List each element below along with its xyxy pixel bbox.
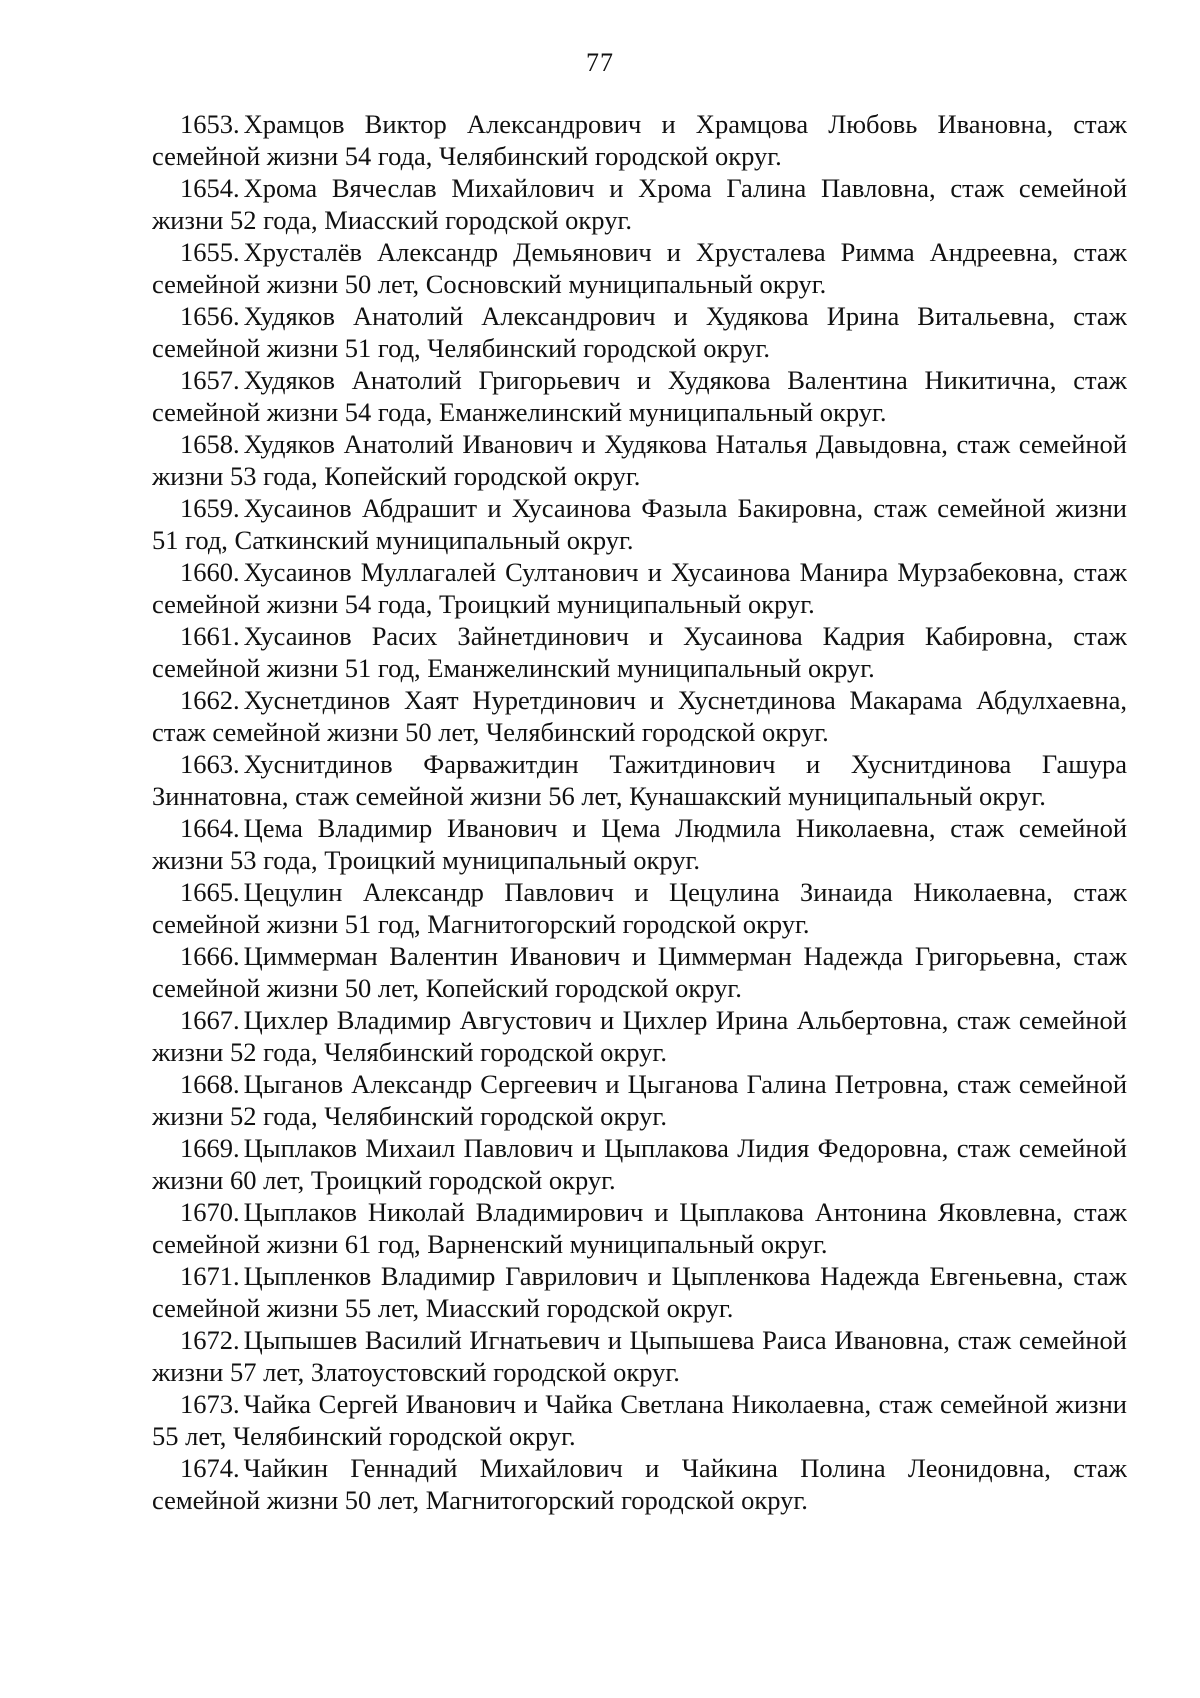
list-item	[152, 620, 1127, 684]
list-item	[152, 492, 1127, 556]
entry-number: 1673.	[180, 1389, 240, 1419]
entry-number: 1662.	[180, 685, 240, 715]
entry-number: 1674.	[180, 1453, 240, 1483]
entry-text: Худяков Анатолий Григорьевич и Худякова Валентина Никитична, стаж семейной жизни 54 года, Еманжелинский муниципальный округ.	[152, 365, 1127, 427]
list-item	[152, 748, 1127, 812]
list-item	[152, 364, 1127, 428]
entry-text: Цема Владимир Иванович и Цема Людмила Николаевна, стаж семейной жизни 53 года, Троицкий муниципальный округ.	[152, 813, 1127, 875]
list-item	[152, 300, 1127, 364]
entry-number: 1668.	[180, 1069, 240, 1099]
entry-number: 1663.	[180, 749, 240, 779]
entry-text: Хуснетдинов Хаят Нуретдинович и Хуснетдинова Макарама Абдулхаевна, стаж семейной жизни 50 лет, Челябинский городской округ.	[152, 685, 1127, 747]
entry-number: 1653.	[180, 109, 240, 139]
entry-text: Хусаинов Расих Зайнетдинович и Хусаинова Кадрия Кабировна, стаж семейной жизни 51 год, Еманжелинский муниципальный округ.	[152, 621, 1127, 683]
entry-number: 1669.	[180, 1133, 240, 1163]
entry-text: Хусаинов Абдрашит и Хусаинова Фазыла Бакировна, стаж семейной жизни 51 год, Саткинский муниципальный округ.	[152, 493, 1127, 555]
list-item	[152, 1452, 1127, 1516]
entry-text: Хрома Вячеслав Михайлович и Хрома Галина Павловна, стаж семейной жизни 52 года, Миасский городской округ.	[152, 173, 1127, 235]
list-item	[152, 1388, 1127, 1452]
list-item	[152, 428, 1127, 492]
list-item	[152, 812, 1127, 876]
list-item	[152, 1068, 1127, 1132]
entry-number: 1657.	[180, 365, 240, 395]
entry-number: 1672.	[180, 1325, 240, 1355]
entry-text: Чайкин Геннадий Михайлович и Чайкина Полина Леонидовна, стаж семейной жизни 50 лет, Магнитогорский городской округ.	[152, 1453, 1127, 1515]
entry-text: Хусаинов Муллагалей Султанович и Хусаинова Манира Мурзабековна, стаж семейной жизни 54 года, Троицкий муниципальный округ.	[152, 557, 1127, 619]
entry-text: Цихлер Владимир Августович и Цихлер Ирина Альбертовна, стаж семейной жизни 52 года, Челябинский городской округ.	[152, 1005, 1127, 1067]
entry-number: 1667.	[180, 1005, 240, 1035]
list-item	[152, 556, 1127, 620]
list-item	[152, 1132, 1127, 1196]
entry-text: Хрусталёв Александр Демьянович и Хрусталева Римма Андреевна, стаж семейной жизни 50 лет, Сосновский муниципальный округ.	[152, 237, 1127, 299]
list-item	[152, 940, 1127, 1004]
entry-text: Цыпленков Владимир Гаврилович и Цыпленкова Надежда Евгеньевна, стаж семейной жизни 55 лет, Миасский городской округ.	[152, 1261, 1127, 1323]
entry-number: 1656.	[180, 301, 240, 331]
entry-text: Цыпышев Василий Игнатьевич и Цыпышева Раиса Ивановна, стаж семейной жизни 57 лет, Златоустовский городской округ.	[152, 1325, 1127, 1387]
entry-text: Циммерман Валентин Иванович и Циммерман Надежда Григорьевна, стаж семейной жизни 50 лет, Копейский городской округ.	[152, 941, 1127, 1003]
list-item	[152, 876, 1127, 940]
entry-number: 1660.	[180, 557, 240, 587]
entry-text: Цецулин Александр Павлович и Цецулина Зинаида Николаевна, стаж семейной жизни 51 год, Магнитогорский городской округ.	[152, 877, 1127, 939]
entry-text: Цыплаков Николай Владимирович и Цыплакова Антонина Яковлевна, стаж семейной жизни 61 год, Варненский муниципальный округ.	[152, 1197, 1127, 1259]
list-item	[152, 1324, 1127, 1388]
entry-number: 1665.	[180, 877, 240, 907]
entry-number: 1659.	[180, 493, 240, 523]
entry-number: 1664.	[180, 813, 240, 843]
entry-number: 1666.	[180, 941, 240, 971]
entry-text: Цыплаков Михаил Павлович и Цыплакова Лидия Федоровна, стаж семейной жизни 60 лет, Троицкий городской округ.	[152, 1133, 1127, 1195]
list-item	[152, 236, 1127, 300]
entry-text: Чайка Сергей Иванович и Чайка Светлана Николаевна, стаж семейной жизни 55 лет, Челябинский городской округ.	[152, 1389, 1127, 1451]
entry-number: 1670.	[180, 1197, 240, 1227]
list-item	[152, 108, 1127, 172]
entry-list	[152, 108, 1127, 1516]
entry-text: Цыганов Александр Сергеевич и Цыганова Галина Петровна, стаж семейной жизни 52 года, Челябинский городской округ.	[152, 1069, 1127, 1131]
list-item	[152, 1260, 1127, 1324]
entry-number: 1671.	[180, 1261, 240, 1291]
entry-text: Храмцов Виктор Александрович и Храмцова Любовь Ивановна, стаж семейной жизни 54 года, Челябинский городской округ.	[152, 109, 1127, 171]
entry-number: 1655.	[180, 237, 240, 267]
entry-text: Худяков Анатолий Александрович и Худякова Ирина Витальевна, стаж семейной жизни 51 год, Челябинский городской округ.	[152, 301, 1127, 363]
entry-text: Худяков Анатолий Иванович и Худякова Наталья Давыдовна, стаж семейной жизни 53 года, Копейский городской округ.	[152, 429, 1127, 491]
entry-number: 1658.	[180, 429, 240, 459]
list-item	[152, 684, 1127, 748]
list-item	[152, 1196, 1127, 1260]
entry-number: 1654.	[180, 173, 240, 203]
list-item	[152, 172, 1127, 236]
entry-number: 1661.	[180, 621, 240, 651]
list-item	[152, 1004, 1127, 1068]
page-number: 77	[586, 48, 614, 77]
entry-text: Хуснитдинов Фарважитдин Тажитдинович и Хуснитдинова Гашура Зиннатовна, стаж семейной жизни 56 лет, Кунашакский муниципальный округ.	[152, 749, 1127, 811]
